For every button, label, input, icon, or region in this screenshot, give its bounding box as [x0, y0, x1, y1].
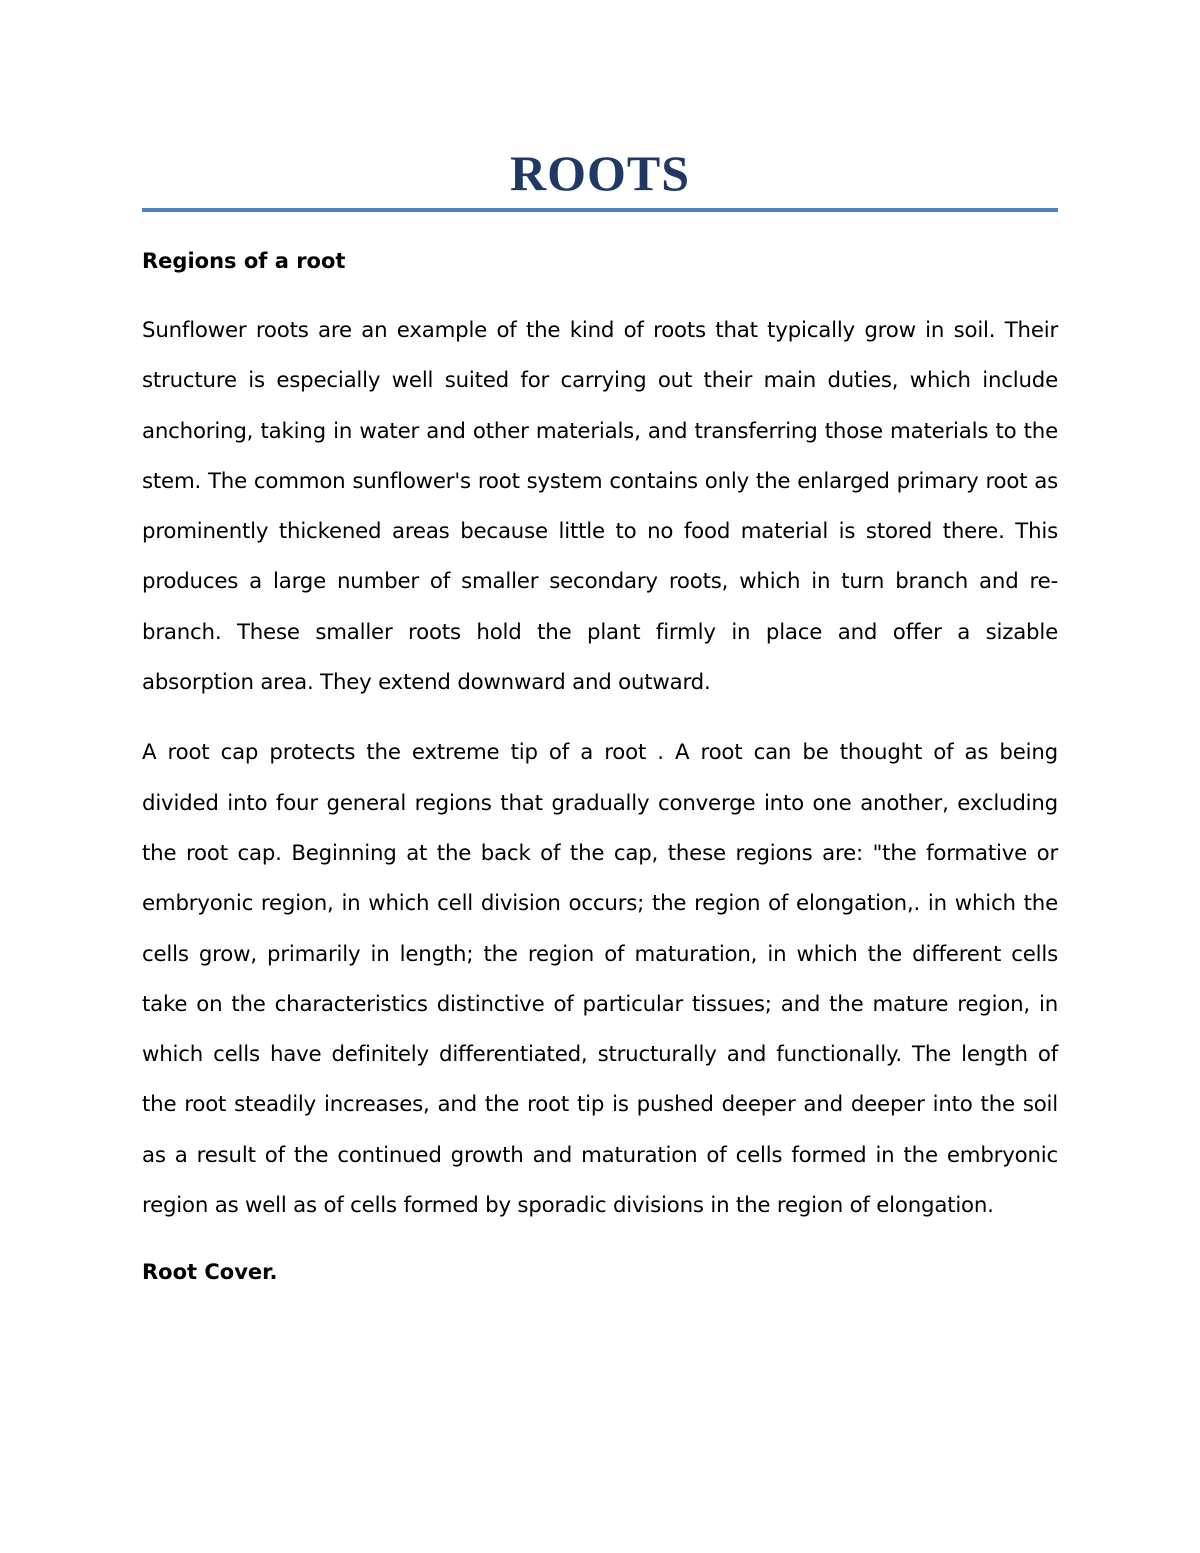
page-title: ROOTS — [509, 145, 691, 201]
paragraph-sunflower-roots: Sunflower roots are an example of the kind of roots that typically grow in soil. Their structure is especially well suited for carrying out their main duties, which include anchoring, taking in water and other materials, and transferring those materials to the stem. The common sunflower's root system contains only the enlarged primary root as prominently thickened areas because little to no food material is stored there. This produces a large number of smaller secondary roots, which in turn branch and re-branch. These smaller roots hold the plant firmly in place and offer a sizable absorption area. They extend downward and outward. — [142, 318, 1058, 696]
paragraph-root-cap: A root cap protects the extreme tip of a root . A root can be thought of as being divided into four general regions that gradually converge into one another, excluding the root cap. Beginning at the back of the cap, these regions are: "the formative or embryonic region, in which cell division occurs; the region of elongation,. in which the cells grow, primarily in length; the region of maturation, in which the different cells take on the characteristics distinctive of particular tissues; and the mature region, in which cells have definitely differentiated, structurally and functionally. The length of the root steadily increases, and the root tip is pushed deeper and deeper into the soil as a result of the continued growth and maturation of cells formed in the embryonic region as well as of cells formed by sporadic divisions in the region of elongation. — [142, 740, 1058, 1219]
section-heading-root-cover: Root Cover. — [142, 1260, 278, 1285]
document-content — [142, 140, 1058, 1287]
section-heading-regions: Regions of a root — [142, 249, 346, 273]
title-underline-rule — [142, 208, 1058, 212]
